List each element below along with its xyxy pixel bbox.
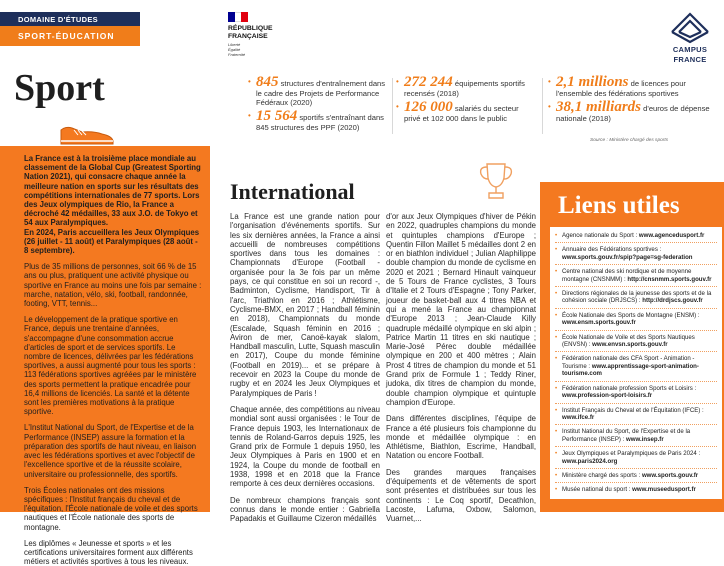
- campus-france-word1: CAMPUS: [672, 45, 708, 54]
- link-url[interactable]: www.insep.fr: [626, 435, 664, 443]
- trophy-icon: [476, 160, 516, 204]
- international-paragraph: Chaque année, des compétitions au niveau mondial sont aussi organisées : le Tour de France depuis 1903, les Internationaux de tennis de Roland-Garros depuis 1925, les Grand prix de Formule 1 depuis 1950, les Jeux Olympiques à Paris en 1900 et en 1924, la Coupe du monde de football en 1938, 1998 et en 2018 que la France remporte à ces deux dernières occasions.: [230, 404, 380, 489]
- link-item[interactable]: • École Nationale de Voile et des Sports Nautiques (ENVSN) : www.envsn.sports.gouv.fr: [555, 331, 717, 353]
- rf-name-line2: FRANÇAISE: [228, 32, 268, 40]
- stat-bullet-icon: •: [248, 77, 251, 86]
- international-paragraph: De nombreux champions français sont connus dans le monde entier : Gabriella Papadakis et Guillaume Cizeron médaillés: [230, 495, 380, 524]
- intro-paragraph: Les diplômes « Jeunesse et sports » et les certifications universitaires forment aux différents métiers et activités sportives à tous les niveaux.: [24, 538, 193, 566]
- domain-label: DOMAINE D'ÉTUDES: [0, 12, 140, 26]
- campus-france-logo: [662, 10, 718, 64]
- sneaker-icon: [58, 122, 116, 146]
- stats-column-2: [396, 76, 536, 126]
- stat-bullet-icon: •: [248, 111, 251, 120]
- link-item[interactable]: • Musée national du sport : www.museedusport.fr: [555, 483, 717, 496]
- stat-value: 15 564: [256, 108, 298, 124]
- link-item[interactable]: • Annuaire des Fédérations sportives : www.sports.gouv.fr/spip?page=sg-federation: [555, 243, 717, 265]
- stat-licences: [548, 76, 718, 98]
- useful-links-list: [550, 227, 722, 499]
- campus-france-logo-icon: [668, 10, 712, 44]
- rf-motto-egalite: Égalité: [228, 47, 241, 52]
- link-url[interactable]: www.ifce.fr: [562, 413, 595, 421]
- intro-paragraph: Plus de 35 millions de personnes, soit 66 % de 15 ans ou plus, pratiquent une activité physique ou sportive en France au moins une fois par semaine : marche, natation, vélo, ski, football, randonnée, footing, VTT, tennis...: [24, 262, 202, 309]
- link-url[interactable]: www.sports.gouv.fr: [641, 471, 699, 479]
- stats-column-1: [248, 76, 386, 135]
- link-url[interactable]: www.profession-sport-loisirs.fr: [562, 392, 653, 400]
- useful-links-panel: [540, 182, 724, 512]
- link-url[interactable]: www.museedusport.fr: [632, 486, 696, 494]
- stat-text: structures d'entraînement dans le cadre des Projets de Performance Fédéraux (2020): [256, 79, 386, 107]
- stat-bullet-icon: •: [548, 77, 551, 86]
- stat-bullet-icon: •: [396, 77, 399, 86]
- stat-salaries: [396, 101, 536, 123]
- stat-value: 272 244: [404, 74, 453, 90]
- international-paragraph: Dans différentes disciplines, l'équipe de France a été plusieurs fois championne du monde et médaillée olympique : en Athlétisme, Biathlon, Escrime, Handball, Natation ou encore Football.: [386, 414, 536, 461]
- link-item[interactable]: • Fédération nationale des CFA Sport - Animation - Tourisme : www.apprentissage-sport-animation-tourisme.com: [555, 352, 717, 381]
- republique-francaise-logo: [228, 12, 288, 57]
- link-item[interactable]: • Agence nationale du Sport : www.agencedusport.fr: [555, 229, 717, 243]
- link-item[interactable]: • Directions régionales de la jeunesse des sports et de la cohésion sociale (DRJSCS) : http://drdjscs.gouv.fr: [555, 287, 717, 309]
- intro-paragraph: Trois Écoles nationales ont des missions spécifiques : l'Institut français du cheval et de l'équitation, l'École nationale de voile et des sports nautiques et l'École nationale des sports de montagne.: [24, 485, 198, 532]
- link-url[interactable]: www.envsn.sports.gouv.fr: [592, 341, 668, 349]
- link-url[interactable]: http://cnsnmm.sports.gouv.fr: [627, 275, 712, 283]
- stat-value: 2,1 millions: [556, 74, 629, 90]
- link-url[interactable]: www.apprentissage-sport-animation-tourisme.com: [562, 362, 699, 378]
- stat-sportifs: [248, 110, 386, 132]
- link-url[interactable]: www.ensm.sports.gouv.fr: [562, 319, 636, 327]
- intro-lead-2: En 2024, Paris accueillera les Jeux Olympiques (26 juillet - 11 août) et Paralympiques (28 août - 8 septembre).: [24, 227, 200, 256]
- domain-subtitle: SPORT-ÉDUCATION: [0, 26, 140, 46]
- rf-name-line1: RÉPUBLIQUE: [228, 25, 273, 32]
- rf-motto-liberte: Liberté: [228, 42, 241, 47]
- link-url[interactable]: www.agencedusport.fr: [638, 232, 705, 239]
- international-title: International: [230, 179, 355, 204]
- international-paragraph: Des grandes marques françaises d'équipements et de vêtements de sport sont présentes et distribuées sur tous les continents : Le Coq sportif, Decathlon, Lacoste, Lafuma, Oxbow, Salomon, Vuarnet,...: [386, 467, 536, 524]
- stats-divider: [392, 78, 393, 134]
- useful-links-title: Liens utiles: [558, 192, 680, 219]
- stats-source: Source : Ministère chargé des sports: [590, 138, 669, 143]
- link-item[interactable]: • École Nationale des Sports de Montagne (ENSM) : www.ensm.sports.gouv.fr: [555, 309, 717, 331]
- stat-value: 126 000: [404, 99, 453, 115]
- stat-text: de licences pour l'ensemble des fédérations sportives: [556, 79, 686, 98]
- intro-panel: [0, 146, 210, 566]
- international-paragraph: d'or aux Jeux Olympiques d'hiver de Pékin en 2022, quadruples champions du monde et quintuples champions d'Europe ; Quentin Fillon Maillet 5 médailles dont 2 en or en biathlon individuel ; Julian Alaphilippe double champion du monde de cyclisme en 2020 et 2021 ; Bernard Hinault vainqueur de 5 Tours de France cyclistes, 3 Tours d'Italie et 2 Tours d'Espagne ; Tony Parker, joueur de basket-ball aux 4 titres NBA et qui a mené la France au championnat d'Europe 2013 ; Jean-Claude Killy quadruple médaillé olympique en ski alpin ; Patrice Martin 11 titres en ski nautique ; Marie-José Pérec double médaillée olympique en 200 et 400 mètres ; Alain Prost 4 titres de champion du monde et 51 Grand prix de Formule 1 ; Teddy Riner, judoka, dix titres de champion du monde, double champion olympique et quintuple champion d'Europe.: [386, 212, 536, 407]
- link-item[interactable]: • Institut Français du Cheval et de l'Équitation (IFCE) : www.ifce.fr: [555, 404, 717, 426]
- stat-value: 845: [256, 74, 279, 90]
- stat-structures: [248, 76, 386, 107]
- link-url[interactable]: www.sports.gouv.fr/spip?page=sg-federation: [562, 253, 693, 261]
- stat-text: salariés du secteur privé et 102 000 dans le public: [404, 104, 519, 123]
- intro-paragraph: L'Institut National du Sport, de l'Expertise et de la Performance (INSEP) assure la formation et la préparation des sportifs de haut niveau, en liaison avec les fédérations sportives et avec l'objectif de l'excellence sportive et de la réussite scolaire, universitaire ou professionnelle, des sportifs.: [24, 423, 197, 479]
- stat-bullet-icon: •: [548, 102, 551, 111]
- stat-text: sportifs s'entraînant dans 845 structures des PPF (2020): [256, 113, 384, 132]
- campus-france-word2: FRANCE: [673, 55, 707, 64]
- link-item[interactable]: • Centre national des ski nordique et de moyenne montagne (CNSNMM) : http://cnsnmm.sports.gouv.fr: [555, 265, 717, 287]
- stat-equipements: [396, 76, 536, 98]
- link-item[interactable]: • Ministère chargé des sports : www.sports.gouv.fr: [555, 469, 717, 483]
- link-url[interactable]: http://drdjscs.gouv.fr: [642, 297, 703, 305]
- intro-lead-1: La France est à la troisième place mondiale au classement de la Global Cup (Greatest Sporting Nation 2021), qui consacre chaque année la meilleure nation en sports sur les résultats des compétitions internationales de 77 sports. Lors des Jeux olympiques de Rio, la France a décroché 42 médailles, 33 aux J.O. de Tokyo et 54 aux Paralympiques.: [24, 154, 201, 228]
- page-title: Sport: [14, 67, 105, 109]
- stat-bullet-icon: •: [396, 102, 399, 111]
- stats-divider: [542, 78, 543, 134]
- link-url[interactable]: www.paris2024.org: [562, 457, 618, 465]
- stat-depense: [548, 101, 718, 123]
- rf-motto-fraternite: Fraternité: [228, 52, 246, 57]
- intro-paragraph: Le développement de la pratique sportive en France, depuis une trentaine d'années, s'accompagne d'une consommation accrue d'articles de sport et de services sportifs. Le nombre de licences, délivrées par les fédérations sportives, a aussi augmenté pour tous les sports : 113 fédérations sportives agréées par le ministère des sports permettent la pratique encadrée pour 16,4 millions de licenciés. La santé et la détente sont les premières motivations à la pratique sportive.: [24, 315, 197, 417]
- stat-value: 38,1 milliards: [556, 99, 642, 115]
- international-column-1: [230, 212, 380, 531]
- international-column-2: [386, 212, 536, 531]
- stats-column-3: [548, 76, 718, 126]
- link-item[interactable]: • Fédération nationale profession Sports et Loisirs : www.profession-sport-loisirs.fr: [555, 382, 717, 404]
- stat-text: équipements sportifs recensés (2018): [404, 79, 525, 98]
- international-paragraph: La France est une grande nation pour l'organisation d'événements sportifs. Sur les six dernières années, la France a ainsi accueilli de nombreuses compétitions sportives dans tous les domaines : Championnats d'Europe (Football - organisée pour la 3e fois par un même pays, ce qui constitue en soi un record -, Badminton, Cyclisme, Handisport, Tir à l'arc, Triathlon en 2016 ; Athlétisme, Cyclisme-BMX, en 2017 ; Handball féminin en 2018), Championnats du monde (Escalade, Squash féminin en 2016 ; Aviron de mer, Canoë-kayak slalom, Handball masculin, Lutte, Squash masculin en 2017), Coupe du monde féminine (Football en 2019)... et se prépare à recevoir en 2023 la Coupe du monde de rugby et en 2024 les Jeux Olympiques et Paralympiques de Paris !: [230, 212, 380, 398]
- link-item[interactable]: • Jeux Olympiques et Paralympiques de Paris 2024 : www.paris2024.org: [555, 447, 717, 469]
- french-flag-icon: [228, 12, 248, 22]
- link-item[interactable]: • Institut National du Sport, de l'Expertise et de la Performance (INSEP) : www.insep.fr: [555, 425, 717, 447]
- stat-text: d'euros de dépense nationale (2018): [556, 104, 710, 123]
